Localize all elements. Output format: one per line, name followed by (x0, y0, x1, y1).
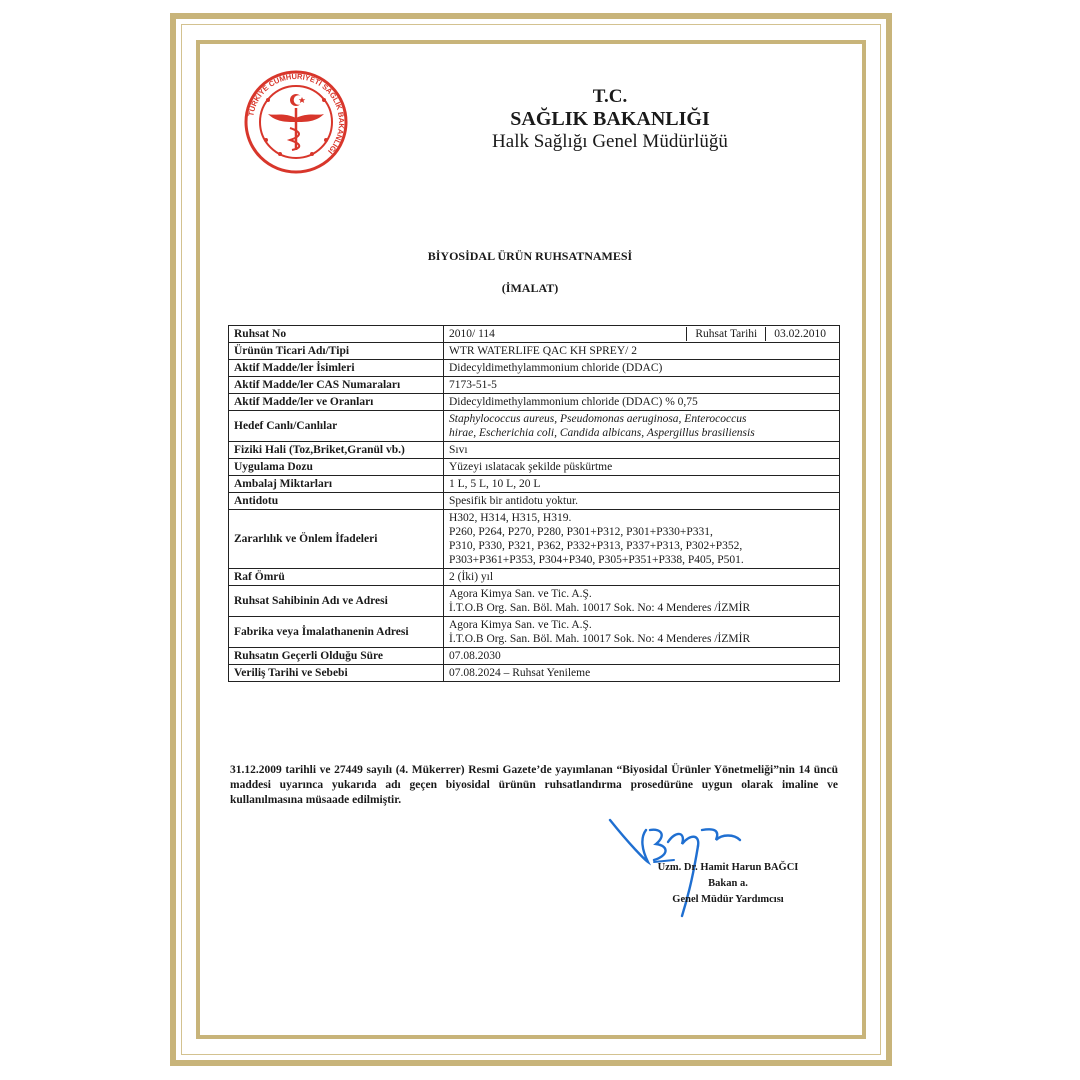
row-label: Ruhsatın Geçerli Olduğu Süre (229, 648, 444, 665)
row-value: 2 (İki) yıl (444, 569, 840, 586)
table-row (229, 510, 840, 569)
holder-address-line: İ.T.O.B Org. San. Böl. Mah. 10017 Sok. No: 4 Menderes /İZMİR (449, 602, 751, 614)
target-organisms-line: Staphylococcus aureus, Pseudomonas aeruginosa, Enterococcus (449, 413, 747, 425)
factory-address-line: İ.T.O.B Org. San. Böl. Mah. 10017 Sok. No: 4 Menderes /İZMİR (449, 633, 751, 645)
country-heading: T.C. (592, 86, 628, 107)
table-row (229, 442, 840, 459)
table-row (229, 665, 840, 682)
hazard-statement-line: P310, P330, P321, P362, P332+P313, P337+P313, P302+P352, (449, 540, 743, 552)
row-value: 07.08.2024 – Ruhsat Yenileme (444, 665, 840, 682)
signatory-authority: Bakan a. (708, 878, 748, 889)
table-row (229, 476, 840, 493)
frame-corner (864, 13, 892, 41)
table-row (229, 493, 840, 510)
row-value: Yüzeyi ıslatacak şekilde püskürtme (444, 459, 840, 476)
license-number: 2010/ 114 (449, 328, 495, 340)
signatory-name: Uzm. Dr. Hamit Harun BAĞCI (657, 862, 799, 873)
document-subtitle: (İMALAT) (501, 281, 559, 295)
row-label: Ruhsat No (229, 326, 444, 343)
row-value: 07.08.2030 (444, 648, 840, 665)
table-row (229, 648, 840, 665)
table-row (229, 377, 840, 394)
table-row (229, 394, 840, 411)
row-label: Antidotu (229, 493, 444, 510)
table-row (229, 411, 840, 442)
signatory-block (628, 860, 828, 908)
frame-corner (170, 1038, 198, 1066)
ministry-seal-logo (244, 70, 348, 174)
hazard-statement-line: H302, H314, H315, H319. (449, 512, 572, 524)
row-label: Aktif Madde/ler İsimleri (229, 360, 444, 377)
row-label: Aktif Madde/ler CAS Numaraları (229, 377, 444, 394)
row-value: 1 L, 5 L, 10 L, 20 L (444, 476, 840, 493)
hazard-statement-line: P303+P361+P353, P304+P340, P305+P351+P338, P405, P501. (449, 554, 744, 566)
table-row (229, 326, 840, 343)
row-label: Raf Ömrü (229, 569, 444, 586)
row-label: Ürünün Ticari Adı/Tipi (229, 343, 444, 360)
row-label: Zararlılık ve Önlem İfadeleri (229, 510, 444, 569)
table-row (229, 343, 840, 360)
document-title: BİYOSİDAL ÜRÜN RUHSATNAMESİ (427, 249, 633, 263)
license-table (228, 325, 840, 682)
holder-address-line: Agora Kimya San. ve Tic. A.Ş. (449, 588, 592, 600)
target-organisms-line: hirae, Escherichia coli, Candida albicans, Aspergillus brasiliensis (449, 427, 755, 439)
row-value: Didecyldimethylammonium chloride (DDAC) % 0,75 (444, 394, 840, 411)
row-label: Hedef Canlı/Canlılar (229, 411, 444, 442)
frame-corner (864, 1038, 892, 1066)
table-row (229, 569, 840, 586)
license-date-label: Ruhsat Tarihi (686, 327, 766, 341)
row-label: Uygulama Dozu (229, 459, 444, 476)
signatory-title: Genel Müdür Yardımcısı (672, 894, 784, 905)
row-label: Ruhsat Sahibinin Adı ve Adresi (229, 586, 444, 617)
svg-text:TÜRKİYE CUMHURİYETİ SAĞLIK BAK: TÜRKİYE CUMHURİYETİ SAĞLIK BAKANLIĞI (246, 71, 347, 156)
row-value: Sıvı (444, 442, 840, 459)
row-value: Spesifik bir antidotu yoktur. (444, 493, 840, 510)
row-value: WTR WATERLIFE QAC KH SPREY/ 2 (444, 343, 840, 360)
table-row (229, 586, 840, 617)
row-label: Fabrika veya İmalathanenin Adresi (229, 617, 444, 648)
row-value: 7173-51-5 (444, 377, 840, 394)
table-row (229, 617, 840, 648)
ministry-heading: SAĞLIK BAKANLIĞI (510, 108, 710, 130)
table-row (229, 360, 840, 377)
row-label: Ambalaj Miktarları (229, 476, 444, 493)
directorate-heading: Halk Sağlığı Genel Müdürlüğü (492, 131, 728, 152)
factory-address-line: Agora Kimya San. ve Tic. A.Ş. (449, 619, 592, 631)
table-row (229, 459, 840, 476)
row-value: Didecyldimethylammonium chloride (DDAC) (444, 360, 840, 377)
hazard-statement-line: P260, P264, P270, P280, P301+P312, P301+P330+P331, (449, 526, 713, 538)
frame-corner (170, 13, 198, 41)
row-label: Aktif Madde/ler ve Oranları (229, 394, 444, 411)
license-date: 03.02.2010 (774, 328, 826, 340)
legal-statement: 31.12.2009 tarihli ve 27449 sayılı (4. Mükerrer) Resmi Gazete’de yayımlanan “Biyosidal Ürünler Yönetmeliği”nin 14 üncü maddesi uyarınca yukarıda adı geçen biyosidal ürünün ruhsatlandırma prosedürüne uygun olarak imaline ve kullanılmasına müsaade edilmiştir. (230, 764, 838, 806)
row-label: Veriliş Tarihi ve Sebebi (229, 665, 444, 682)
row-label: Fiziki Hali (Toz,Briket,Granül vb.) (229, 442, 444, 459)
